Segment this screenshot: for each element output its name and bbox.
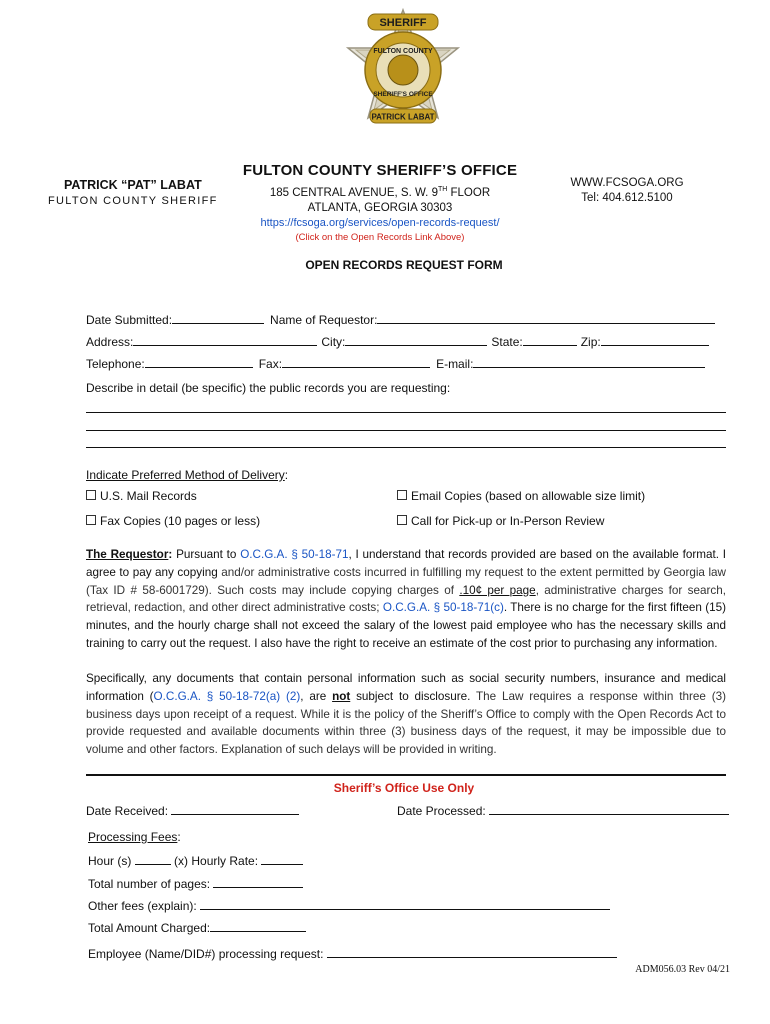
office-header xyxy=(230,162,530,243)
address-field[interactable] xyxy=(133,333,317,346)
row-date-name xyxy=(86,311,715,327)
date-processed-field[interactable] xyxy=(489,802,729,815)
sheriff-title: FULTON COUNTY SHERIFF xyxy=(48,195,218,207)
office-name: FULTON COUNTY SHERIFF’S OFFICE xyxy=(242,162,518,179)
form-revision: ADM056.03 Rev 04/21 xyxy=(635,964,730,975)
fax-label: Fax: xyxy=(258,357,283,371)
city-field[interactable] xyxy=(345,333,487,346)
row-date-processed: Date Processed: xyxy=(397,802,729,818)
describe-line-3[interactable] xyxy=(86,447,726,448)
office-address xyxy=(230,182,530,216)
mail-checkbox[interactable] xyxy=(86,490,96,500)
date-submitted-label: Date Submitted: xyxy=(86,313,173,327)
phone: Tel: 404.612.5100 xyxy=(581,192,673,204)
row-hours: Hour (s) (x) Hourly Rate: xyxy=(88,852,303,868)
ocga-link-72[interactable]: O.C.G.A. § 50-18-72(a) (2) xyxy=(153,689,301,703)
requestor-name-label: Name of Requestor: xyxy=(270,313,378,327)
address-line-2: ATLANTA, GEORGIA 30303 xyxy=(307,201,453,214)
ocga-link-71[interactable]: O.C.G.A. § 50-18-71 xyxy=(240,548,349,561)
delivery-heading: Indicate Preferred Method of Delivery: xyxy=(86,468,289,482)
badge-top-text: SHERIFF xyxy=(379,17,427,29)
date-received-field[interactable] xyxy=(171,802,299,815)
badge-lower-ring-text: SHERIFF'S OFFICE xyxy=(373,91,433,98)
row-address xyxy=(86,333,709,349)
disclosure-terms: Specifically, any documents that contain personal information such as social security numbers, insurance and medical information (O.C.G.A. § 50-18-72(a) (2), are not subject to disclosure. The Law requires a response within three (3) business days upon receipt of a request. While it is the policy of the Sheriff’s Office to comply with the Open Records Act to provide requested and available documents within three (3) business days of the request, it may be impossible due to volume and other factors. Explanation of such delays will be provided in writing. xyxy=(86,672,726,757)
telephone-label: Telephone: xyxy=(86,357,145,371)
hours-field[interactable] xyxy=(135,852,171,865)
address-label: Address: xyxy=(86,335,134,349)
email-field[interactable] xyxy=(473,355,705,368)
describe-line-2[interactable] xyxy=(86,430,726,431)
price-per-page: .10¢ per page xyxy=(459,583,536,597)
describe-line-1[interactable] xyxy=(86,412,726,413)
section-divider xyxy=(86,774,726,776)
state-field[interactable] xyxy=(523,333,577,346)
hourly-rate-field[interactable] xyxy=(261,852,303,865)
row-total-amount: Total Amount Charged: xyxy=(88,919,306,935)
fax-field[interactable] xyxy=(282,355,430,368)
row-employee: Employee (Name/DID#) processing request: xyxy=(88,945,617,961)
describe-label: Describe in detail (be specific) the public records you are requesting: xyxy=(86,381,451,395)
processing-fees-heading: Processing Fees: xyxy=(88,830,181,844)
badge-bottom-text: PATRICK LABAT xyxy=(371,112,435,122)
total-pages-field[interactable] xyxy=(213,875,303,888)
pickup-checkbox[interactable] xyxy=(397,515,407,525)
email-label: E-mail: xyxy=(436,357,474,371)
employee-field[interactable] xyxy=(327,945,617,958)
option-fax[interactable]: Fax Copies (10 pages or less) xyxy=(86,514,260,528)
contact-block xyxy=(562,176,692,206)
sheriff-name: PATRICK “PAT” LABAT xyxy=(63,178,202,192)
not-word: not xyxy=(332,689,351,703)
sheriff-name-block xyxy=(48,178,218,207)
address-line-1: 185 CENTRAL AVENUE, S. W. 9TH FLOOR xyxy=(269,186,491,199)
open-records-link[interactable]: https://fcsoga.org/services/open-records-request/ xyxy=(260,216,500,229)
requestor-name-field[interactable] xyxy=(377,311,715,324)
row-total-pages: Total number of pages: xyxy=(88,875,303,891)
row-other-fees: Other fees (explain): xyxy=(88,897,610,913)
ocga-link-71c[interactable]: O.C.G.A. § 50-18-71(c) xyxy=(382,601,504,615)
fax-checkbox[interactable] xyxy=(86,515,96,525)
other-fees-field[interactable] xyxy=(200,897,610,910)
option-mail[interactable]: U.S. Mail Records xyxy=(86,489,197,503)
city-label: City: xyxy=(321,335,346,349)
badge-ring-text: FULTON COUNTY xyxy=(373,48,433,55)
sheriff-badge-icon xyxy=(340,8,466,136)
website: WWW.FCSOGA.ORG xyxy=(570,177,684,189)
zip-label: Zip: xyxy=(580,335,601,349)
requestor-label: The Requestor xyxy=(86,548,169,561)
state-label: State: xyxy=(491,335,523,349)
email-checkbox[interactable] xyxy=(397,490,407,500)
requestor-terms: The Requestor: Pursuant to O.C.G.A. § 50-18-71, I understand that records provided are based on the available format. I agree to pay any copying and/or administrative costs incurred in fulfilling my request to the extent permitted by Georgia law (Tax ID # 58-6001729). Such costs may include copying charges of .10¢ per page, administrative charges for search, retrieval, redaction, and other direct administrative costs; O.C.G.A. § 50-18-71(c). There is no charge for the first fifteen (15) minutes, and the hourly charge shall not exceed the salary of the lowest paid employee who has the necessary skills and training to carry out the request. I also have the right to receive an estimate of the cost prior to purchasing any information. xyxy=(86,548,726,650)
date-submitted-field[interactable] xyxy=(172,311,264,324)
row-contact xyxy=(86,355,705,371)
option-email[interactable]: Email Copies (based on allowable size limit) xyxy=(397,489,645,503)
total-amount-field[interactable] xyxy=(210,919,306,932)
form-title: OPEN RECORDS REQUEST FORM xyxy=(305,258,503,272)
office-use-heading: Sheriff’s Office Use Only xyxy=(333,781,475,795)
click-note: (Click on the Open Records Link Above) xyxy=(295,231,465,243)
row-date-received: Date Received: xyxy=(86,802,299,818)
zip-field[interactable] xyxy=(601,333,709,346)
option-pickup[interactable]: Call for Pick-up or In-Person Review xyxy=(397,514,604,528)
telephone-field[interactable] xyxy=(145,355,253,368)
